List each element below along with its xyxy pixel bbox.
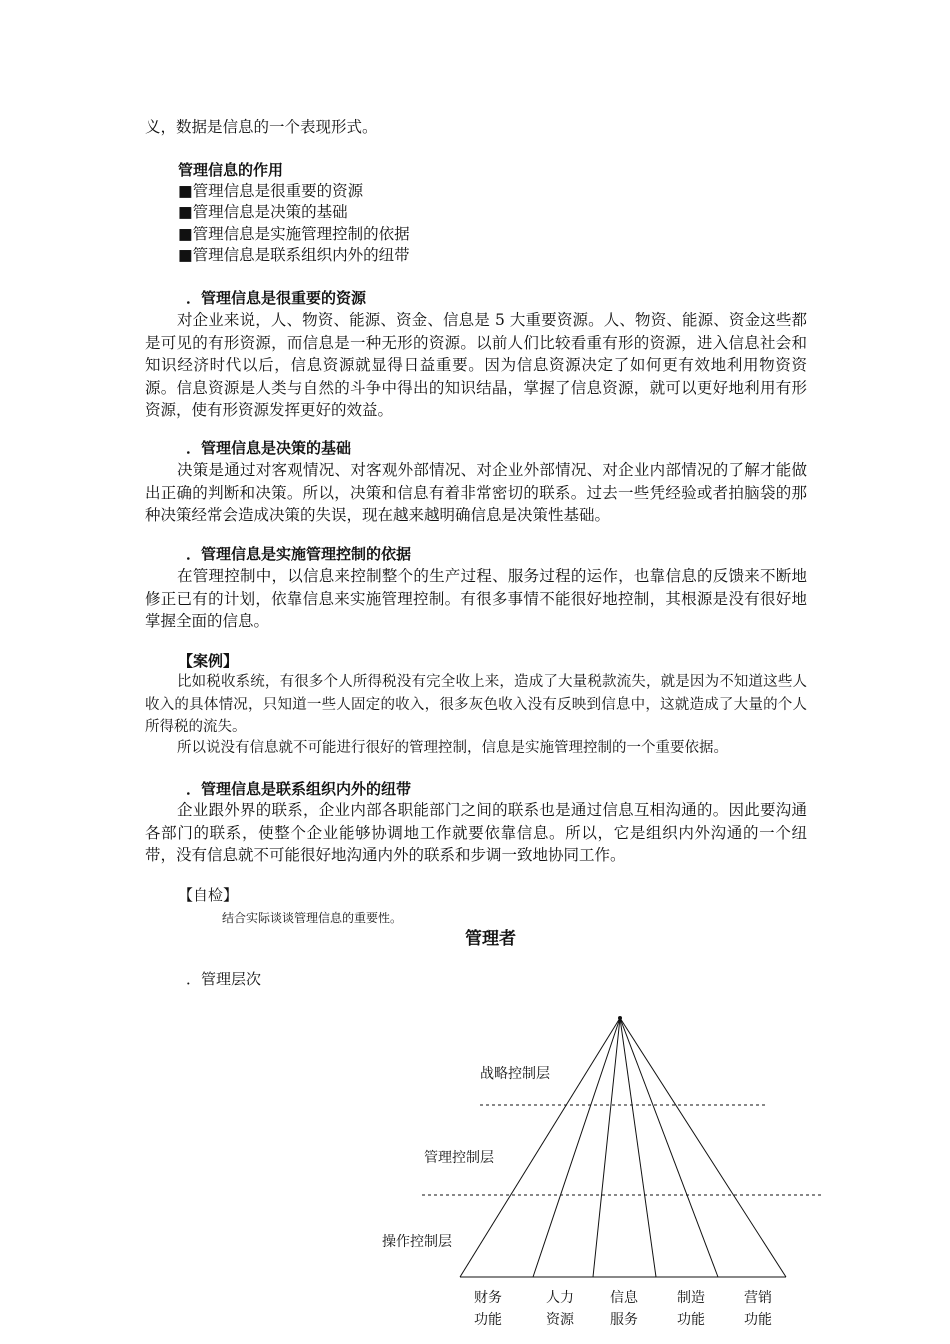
function-label-marketing: 营销 — [744, 1290, 772, 1306]
function-label-marketing: 功能 — [744, 1312, 772, 1328]
self-check-heading: 【自检】 — [178, 886, 239, 904]
manager-title: 管理者 — [465, 929, 516, 949]
section-body: 企业跟外界的联系，企业内部各职能部门之间的联系也是通过信息互相沟通的。因此要沟通各部门的联系，使整个企业能够协调地工作就要依靠信息。所以，它是组织内外沟通的一个纽带，没有信息就不可能很好地沟通内外的联系和步调一致地协同工作。 — [145, 801, 807, 864]
section-heading: ．管理信息是实施管理控制的依据 — [186, 545, 412, 563]
function-label-hr: 资源 — [546, 1312, 574, 1328]
self-check-prompt: 结合实际谈谈管理信息的重要性。 — [222, 911, 403, 925]
function-label-info: 信息 — [610, 1290, 638, 1306]
bullet-item: ■管理信息是决策的基础 — [178, 203, 348, 221]
function-label-manufacturing: 制造 — [677, 1290, 705, 1306]
function-divider — [620, 1018, 656, 1277]
section-heading: ．管理信息是联系组织内外的纽带 — [186, 780, 412, 798]
function-label-manufacturing: 功能 — [677, 1312, 705, 1328]
case-heading: 【案例】 — [178, 652, 239, 670]
roles-heading: 管理信息的作用 — [178, 161, 284, 179]
section-heading: ．管理信息是决策的基础 — [186, 439, 352, 457]
bullet-item: ■管理信息是联系组织内外的纽带 — [178, 246, 410, 264]
section-body: 决策是通过对客观情况、对客观外部情况、对企业外部情况、对企业内部情况的了解才能做出正确的判断和决策。所以，决策和信息有着非常密切的联系。过去一些凭经验或者拍脑袋的那种决策经常会造成决策的失误，现在越来越明确信息是决策性基础。 — [145, 461, 807, 524]
layer-label-strategic: 战略控制层 — [480, 1066, 550, 1082]
layer-label-management: 管理控制层 — [424, 1150, 494, 1166]
function-label-info: 服务 — [610, 1312, 638, 1328]
intro-line: 义，数据是信息的一个表现形式。 — [145, 118, 378, 136]
function-label-hr: 人力 — [546, 1290, 574, 1306]
function-label-finance: 财务 — [474, 1290, 502, 1306]
layer-label-operational: 操作控制层 — [382, 1234, 452, 1250]
levels-heading: ．管理层次 — [186, 970, 262, 988]
function-label-finance: 功能 — [474, 1312, 502, 1328]
case-body: 比如税收系统，有很多个人所得税没有完全收上来，造成了大量税款流失，就是因为不知道这些人收入的具体情况，只知道一些人固定的收入，很多灰色收入没有反映到信息中，这就造成了大量的个人所得税的流失。 — [145, 674, 807, 735]
bullet-item: ■管理信息是实施管理控制的依据 — [178, 225, 410, 243]
pyramid-apex — [618, 1016, 622, 1020]
bullet-item: ■管理信息是很重要的资源 — [178, 182, 364, 200]
case-conclusion: 所以说没有信息就不可能进行很好的管理控制，信息是实施管理控制的一个重要依据。 — [177, 740, 728, 756]
section-heading: ．管理信息是很重要的资源 — [186, 289, 367, 307]
section-body: 在管理控制中，以信息来控制整个的生产过程、服务过程的运作，也靠信息的反馈来不断地修正已有的计划，依靠信息来实施管理控制。有很多事情不能很好地控制，其根源是没有很好地掌握全面的信息。 — [145, 567, 807, 630]
pyramid-edge-left — [460, 1018, 620, 1277]
section-body: 对企业来说，人、物资、能源、资金、信息是 5 大重要资源。人、物资、能源、资金这些都是可见的有形资源，而信息是一种无形的资源。以前人们比较看重有形的资源，进入信息社会和知识经济时代以后，信息资源就显得日益重要。因为信息资源决定了如何更有效地利用物资资源。信息资源是人类与自然的斗争中得出的知识结晶，掌握了信息资源，就可以更好地利用有形资源，使有形资源发挥更好的效益。 — [145, 311, 807, 419]
